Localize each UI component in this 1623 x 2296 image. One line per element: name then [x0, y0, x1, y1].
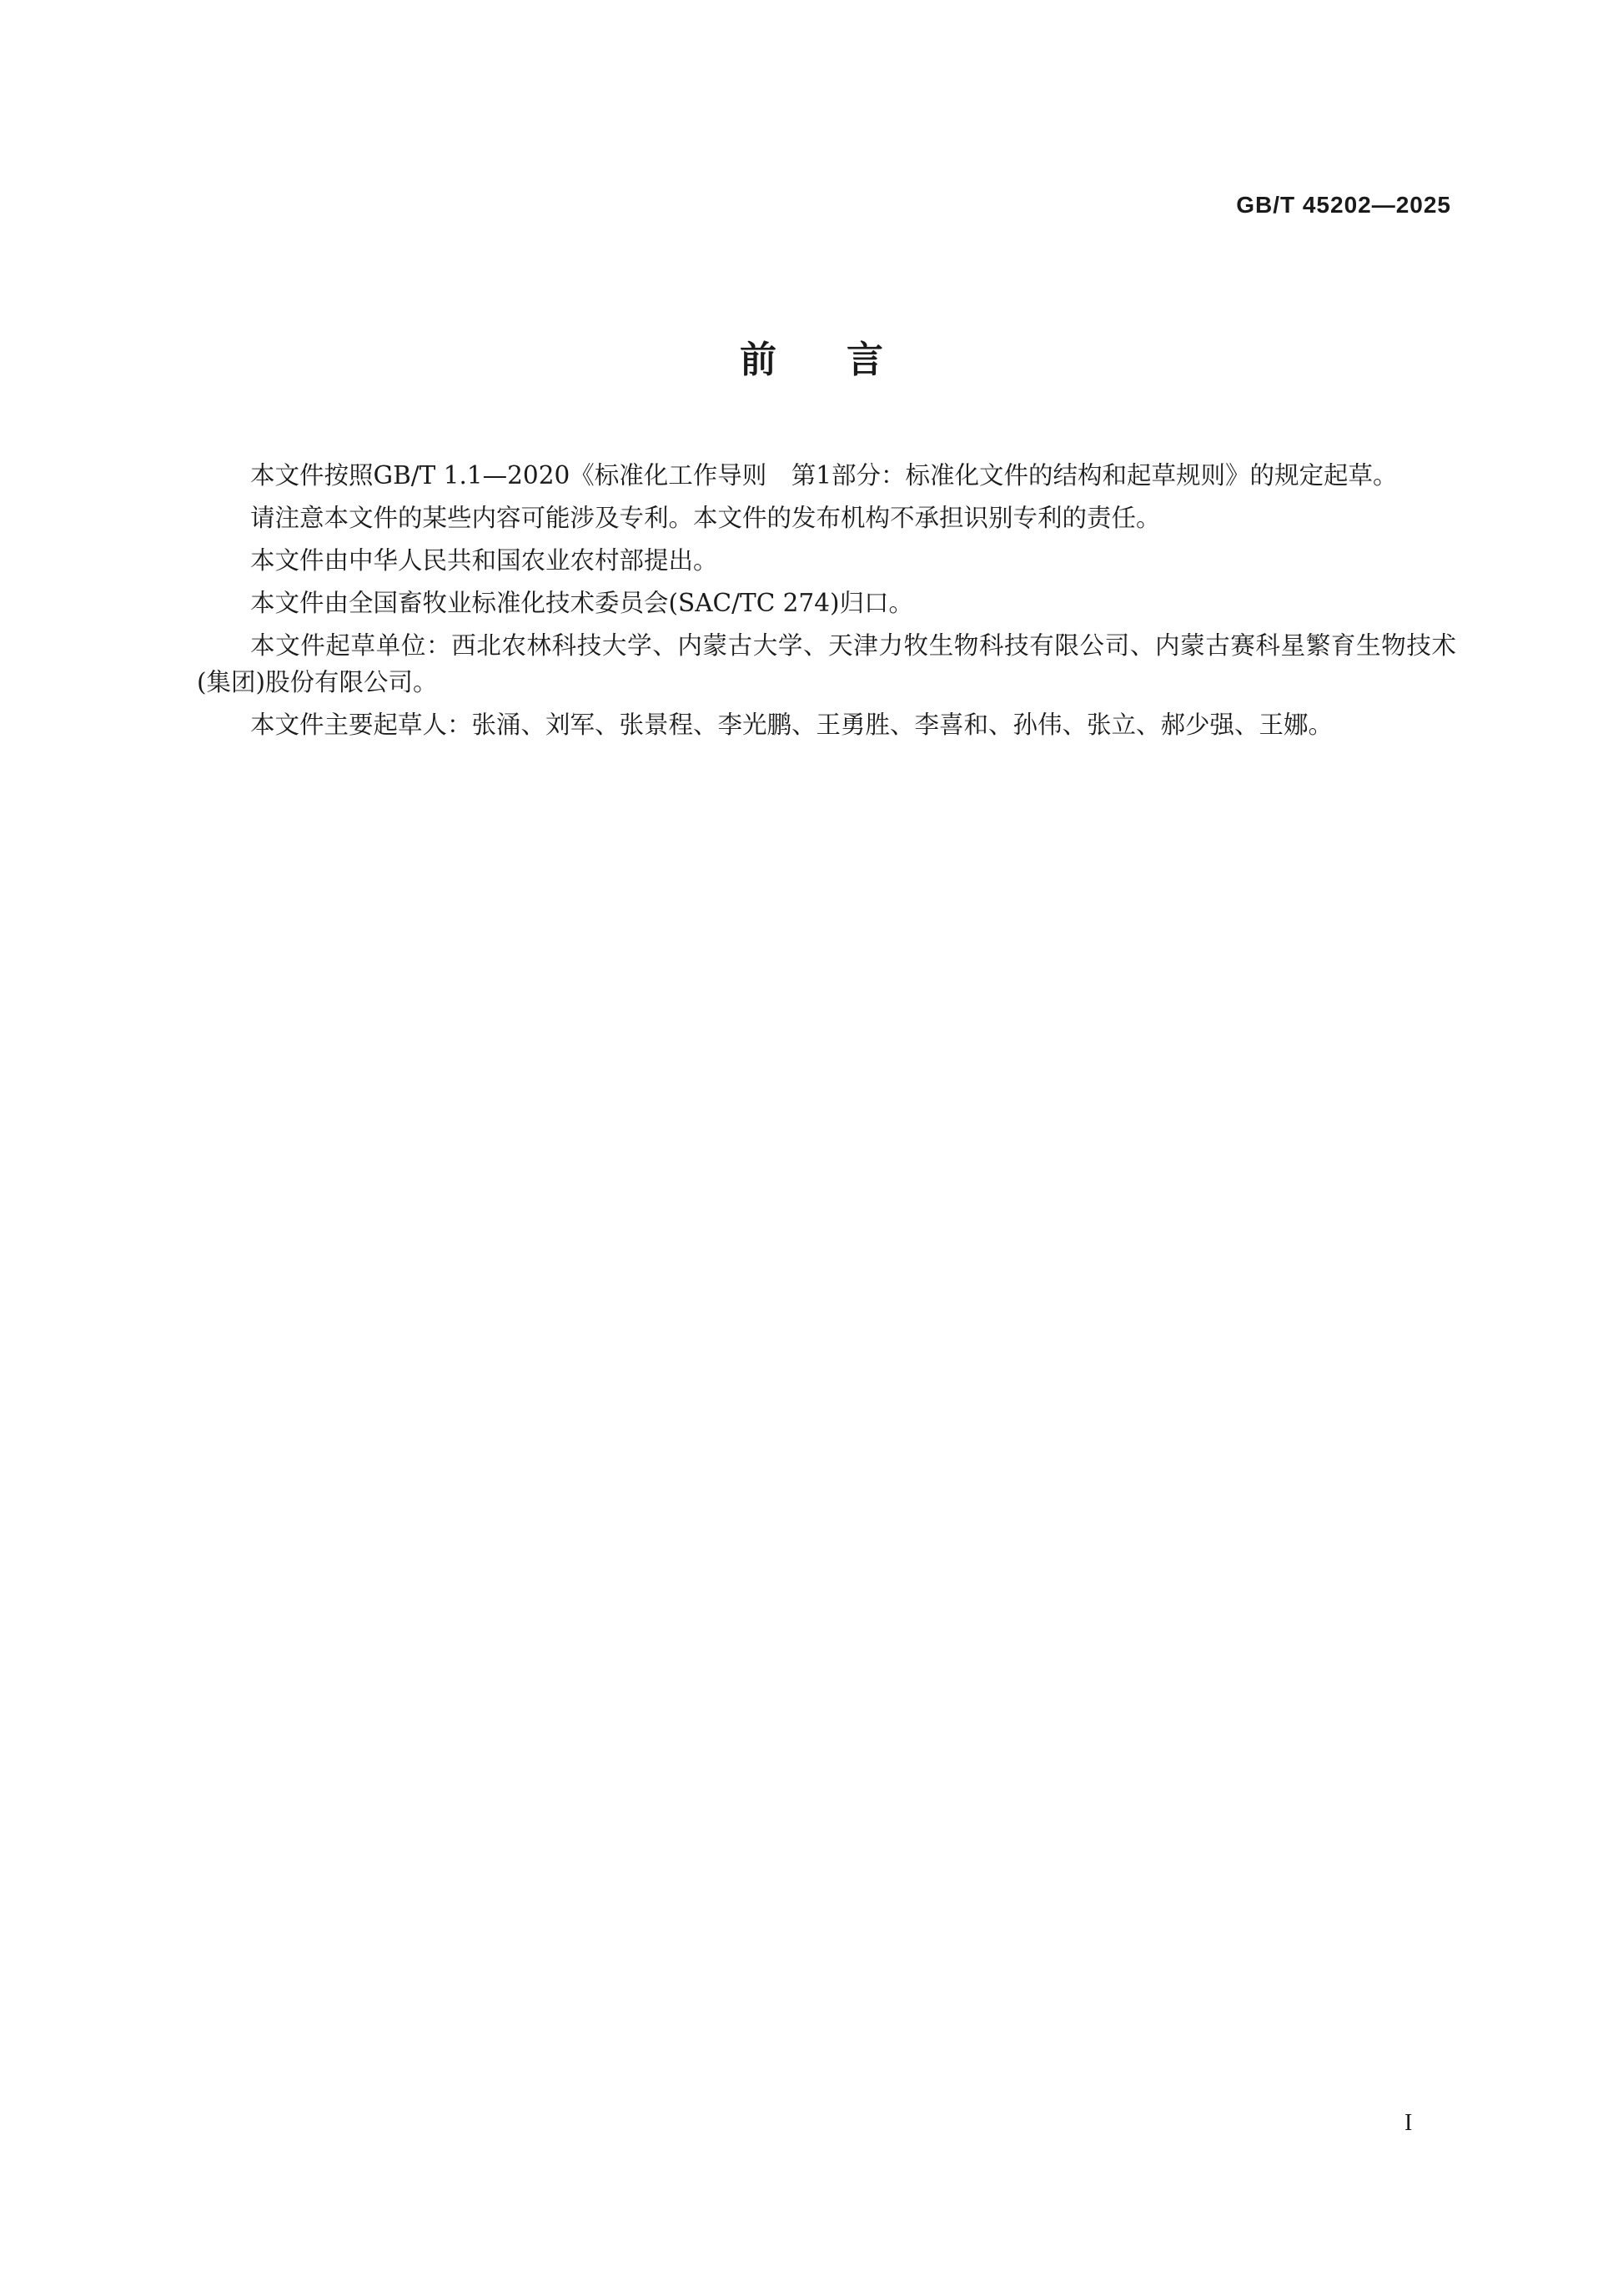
paragraph-drafters: 本文件主要起草人：张涌、刘军、张景程、李光鹏、王勇胜、李喜和、孙伟、张立、郝少强、王娜。 — [250, 711, 1334, 739]
paragraph-technical-committee: 本文件由全国畜牧业标准化技术委员会(SAC/TC 274)归口。 — [250, 589, 913, 617]
foreword-body — [197, 457, 1456, 749]
paragraph-drafting-rules: 本文件按照GB/T 1.1—2020《标准化工作导则 第1部分：标准化文件的结构和起草规则》的规定起草。 — [250, 461, 1398, 490]
page-number: I — [1404, 2110, 1413, 2136]
paragraph-patent-notice: 请注意本文件的某些内容可能涉及专利。本文件的发布机构不承担识别专利的责任。 — [250, 504, 1161, 532]
page-title: 前言 — [740, 339, 953, 381]
standard-number: GB/T 45202—2025 — [1236, 192, 1451, 218]
paragraph-proposer: 本文件由中华人民共和国农业农村部提出。 — [250, 546, 718, 575]
paragraph-drafting-units: 本文件起草单位：西北农林科技大学、内蒙古大学、天津力牧生物科技有限公司、内蒙古赛科星繁育生物技术(集团)股份有限公司。 — [197, 631, 1456, 696]
